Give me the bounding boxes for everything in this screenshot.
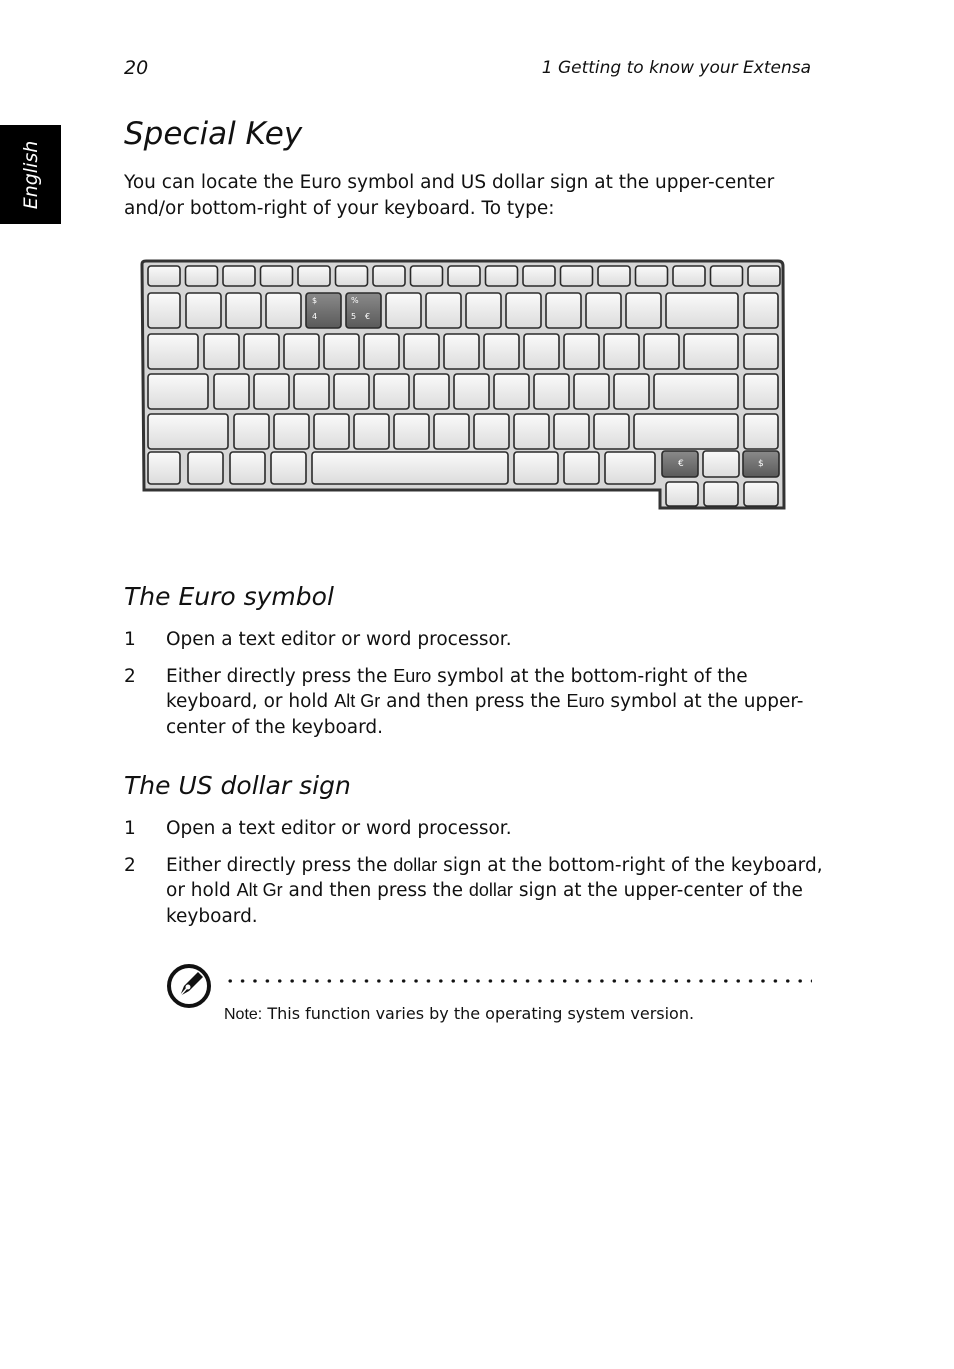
step-text: symbol at the upper-center of the keyboard. xyxy=(166,691,804,738)
keyboard-key xyxy=(186,293,221,328)
enter-key xyxy=(654,374,738,409)
step-number: 1 xyxy=(124,629,136,650)
function-key xyxy=(448,266,480,286)
function-key xyxy=(523,266,555,286)
function-key xyxy=(298,266,330,286)
step-text: Open a text editor or word processor. xyxy=(166,629,512,650)
keyboard-key xyxy=(454,374,489,409)
step-number: 1 xyxy=(124,818,136,839)
keyboard-key xyxy=(484,334,519,369)
function-key xyxy=(561,266,593,286)
language-tab-label: English xyxy=(19,140,42,209)
keyboard-key xyxy=(188,452,223,484)
bottom-euro-glyph: € xyxy=(678,459,684,469)
keyboard-key xyxy=(604,334,639,369)
list-item xyxy=(124,816,824,842)
keyboard-key xyxy=(284,334,319,369)
keyboard-key xyxy=(426,293,461,328)
note xyxy=(224,1004,694,1024)
keyboard-key xyxy=(466,293,501,328)
keyboard-key xyxy=(546,293,581,328)
function-key xyxy=(598,266,630,286)
key-name: dollar xyxy=(393,854,438,875)
keyboard-key xyxy=(244,334,279,369)
keyboard-key xyxy=(354,414,389,449)
keyboard-key xyxy=(324,334,359,369)
function-key xyxy=(486,266,518,286)
upper-euro-symbol: % xyxy=(351,296,359,305)
function-key xyxy=(636,266,668,286)
keyboard-key xyxy=(614,374,649,409)
keyboard-key xyxy=(744,374,778,409)
function-key xyxy=(261,266,293,286)
keyboard-key xyxy=(274,414,309,449)
keyboard-key xyxy=(494,374,529,409)
running-header: 1 Getting to know your Extensa xyxy=(541,58,811,78)
step-number: 2 xyxy=(124,854,136,876)
page-title: Special Key xyxy=(124,116,303,152)
keyboard-key xyxy=(314,414,349,449)
keyboard-key xyxy=(594,414,629,449)
dollar-steps xyxy=(124,816,824,940)
function-key xyxy=(148,266,180,286)
upper-dollar-symbol: $ xyxy=(312,296,318,305)
backspace-key xyxy=(666,293,738,328)
step-text: Either directly press the xyxy=(166,854,394,876)
step-text: Open a text editor or word processor. xyxy=(166,818,512,839)
keyboard-key xyxy=(334,374,369,409)
function-key xyxy=(336,266,368,286)
keyboard-key xyxy=(744,414,778,449)
dollar-heading: The US dollar sign xyxy=(124,771,351,800)
keyboard-key xyxy=(506,293,541,328)
keyboard-key xyxy=(364,334,399,369)
keyboard-key xyxy=(744,334,778,369)
function-key xyxy=(186,266,218,286)
spacebar-key xyxy=(312,452,508,484)
keyboard-key xyxy=(234,414,269,449)
note-text: This function varies by the operating system version. xyxy=(262,1004,695,1023)
keyboard-illustration xyxy=(138,258,788,514)
keyboard-key xyxy=(226,293,261,328)
step-text: sign at the upper-center of the keyboard. xyxy=(166,880,803,927)
step-text: sign at the bottom-right of the keyboard, or hold xyxy=(166,854,823,901)
step-text: symbol at the bottom-right of the keyboard, or hold xyxy=(166,665,748,712)
keyboard-key xyxy=(271,452,306,484)
keyboard-key xyxy=(684,334,738,369)
keyboard-key xyxy=(214,374,249,409)
keyboard-key xyxy=(514,414,549,449)
function-key xyxy=(411,266,443,286)
keyboard-key xyxy=(204,334,239,369)
note-label: Note: xyxy=(224,1006,263,1023)
step-number: 2 xyxy=(124,665,136,687)
note-pen-icon xyxy=(166,962,214,1010)
function-key xyxy=(748,266,780,286)
keyboard-key xyxy=(514,452,558,484)
upper-euro-glyph: € xyxy=(365,312,371,321)
keyboard-key xyxy=(404,334,439,369)
bottom-dollar-glyph: $ xyxy=(758,459,764,469)
key-name: Euro xyxy=(393,665,432,686)
keyboard-key xyxy=(148,293,180,328)
intro-paragraph: You can locate the Euro symbol and US dollar sign at the upper-center and/or bottom-right of your keyboard. To type: xyxy=(124,172,775,219)
key-name: Alt Gr xyxy=(236,880,283,900)
keyboard-key xyxy=(666,482,698,506)
function-key xyxy=(673,266,705,286)
upper-dollar-digit: 4 xyxy=(312,312,318,321)
euro-heading: The Euro symbol xyxy=(124,582,334,611)
step-text: Either directly press the xyxy=(166,665,394,687)
left-shift-key xyxy=(148,414,228,449)
keyboard-key xyxy=(266,293,301,328)
list-item xyxy=(124,664,824,741)
keyboard-key xyxy=(434,414,469,449)
tab-key xyxy=(148,334,198,369)
keyboard-key xyxy=(564,452,599,484)
page-number: 20 xyxy=(124,57,149,79)
keyboard-key xyxy=(626,293,661,328)
key-name: Alt Gr xyxy=(334,691,381,711)
keyboard-key xyxy=(703,451,739,477)
list-item xyxy=(124,853,824,930)
keyboard-key xyxy=(474,414,509,449)
keyboard-key xyxy=(644,334,679,369)
key-name: dollar xyxy=(468,880,513,900)
language-tab xyxy=(0,125,61,224)
step-text: and then press the xyxy=(380,691,567,712)
function-key xyxy=(711,266,743,286)
keyboard-key xyxy=(386,293,421,328)
right-shift-key xyxy=(634,414,738,449)
keyboard-key xyxy=(254,374,289,409)
keyboard-key xyxy=(605,452,655,484)
keyboard-key xyxy=(704,482,738,506)
key-name: Euro xyxy=(566,691,605,711)
keyboard-key xyxy=(524,334,559,369)
keyboard-key xyxy=(586,293,621,328)
keyboard-key xyxy=(564,334,599,369)
keyboard-key xyxy=(574,374,609,409)
keyboard-key xyxy=(744,482,778,506)
keyboard-key xyxy=(148,452,180,484)
list-item xyxy=(124,627,824,653)
keyboard-key xyxy=(414,374,449,409)
note-divider xyxy=(224,979,812,983)
keyboard-key xyxy=(374,374,409,409)
function-key xyxy=(223,266,255,286)
keyboard-key xyxy=(230,452,265,484)
keyboard-key xyxy=(394,414,429,449)
step-text: and then press the xyxy=(282,880,469,901)
function-key xyxy=(373,266,405,286)
keyboard-key xyxy=(294,374,329,409)
keyboard-key xyxy=(744,293,778,328)
keyboard-key xyxy=(554,414,589,449)
keyboard-key xyxy=(534,374,569,409)
euro-steps xyxy=(124,627,824,751)
keyboard-key xyxy=(444,334,479,369)
caps-lock-key xyxy=(148,374,208,409)
upper-euro-digit: 5 xyxy=(351,312,357,321)
